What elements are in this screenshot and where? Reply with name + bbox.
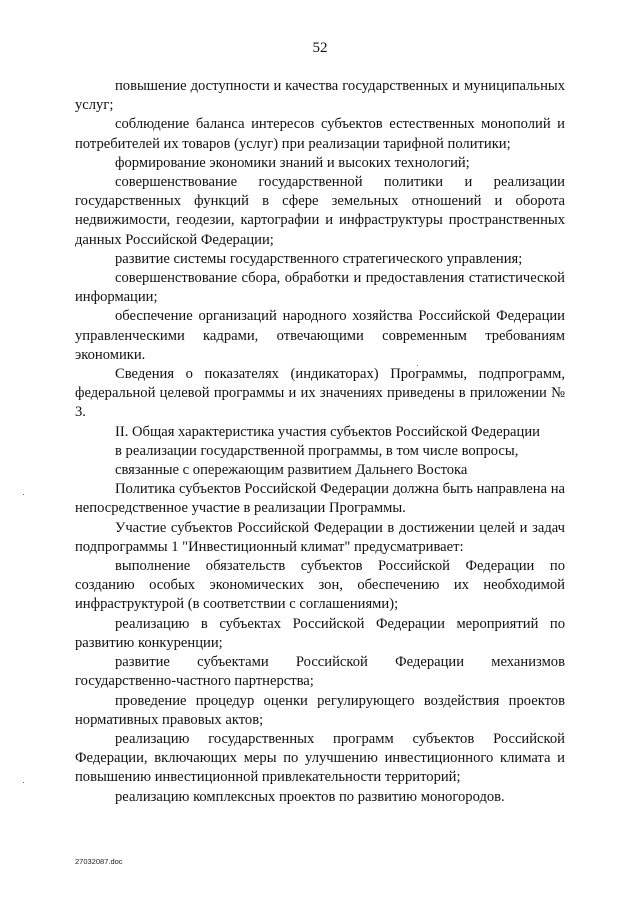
paragraph: совершенствование сбора, обработки и предоставления статистической информации; (75, 270, 565, 306)
paragraph: соблюдение баланса интересов субъектов естественных монополий и потребителей их товаров (услуг) при реализации тарифной политики; (75, 116, 565, 152)
section-heading-line: связанные с опережающим развитием Дальнего Востока (115, 462, 468, 479)
section-heading-line: в реализации государственной программы, в том числе вопросы, (115, 442, 519, 459)
scan-artifact (23, 494, 24, 495)
paragraph: повышение доступности и качества государственных и муниципальных услуг; (75, 78, 565, 114)
section-heading-line: II. Общая характеристика участия субъектов Российской Федерации (115, 423, 540, 440)
paragraph: Участие субъектов Российской Федерации в достижении целей и задач подпрограммы 1 "Инвестиционный климат" предусматривает: (75, 519, 565, 555)
paragraph: формирование экономики знаний и высоких технологий; (115, 154, 470, 171)
paragraph: проведение процедур оценки регулирующего воздействия проектов нормативных правовых актов; (75, 692, 565, 728)
page-number: 52 (312, 40, 328, 56)
paragraph: реализацию государственных программ субъектов Российской Федерации, включающих меры по улучшению инвестиционного климата и повышению инвестиционной привлекательности территорий; (75, 730, 565, 786)
document-file-code: 27032087.doc (75, 857, 123, 866)
paragraph: Сведения о показателях (индикаторах) Программы, подпрограмм, федеральной целевой программы и их значениях приведены в приложении № 3. (75, 366, 565, 421)
scan-artifact (23, 782, 24, 783)
paragraph: реализацию в субъектах Российской Федерации мероприятий по развитию конкуренции; (75, 615, 565, 651)
paragraph: развитие субъектами Российской Федерации механизмов государственно-частного партнерства; (75, 654, 565, 690)
paragraph: обеспечение организаций народного хозяйства Российской Федерации управленческими кадрами, отвечающими современным требованиям экономики. (75, 308, 565, 363)
document-body (75, 77, 565, 807)
scan-artifact (417, 365, 418, 366)
paragraph: совершенствование государственной политики и реализации государственных функций в сфере земельных отношений и оборота недвижимости, геодезии, картографии и инфраструктуры пространственных данных Российской Федерации; (75, 174, 565, 248)
paragraph: Политика субъектов Российской Федерации должна быть направлена на непосредственное участие в реализации Программы. (75, 481, 565, 517)
paragraph: реализацию комплексных проектов по развитию моногородов. (115, 788, 505, 805)
section-heading (75, 423, 565, 481)
paragraph: выполнение обязательств субъектов Российской Федерации по созданию особых экономических зон, обеспечению их необходимой инфраструктурой (в соответствии с соглашениями); (75, 558, 565, 613)
paragraph: развитие системы государственного стратегического управления; (115, 250, 523, 267)
